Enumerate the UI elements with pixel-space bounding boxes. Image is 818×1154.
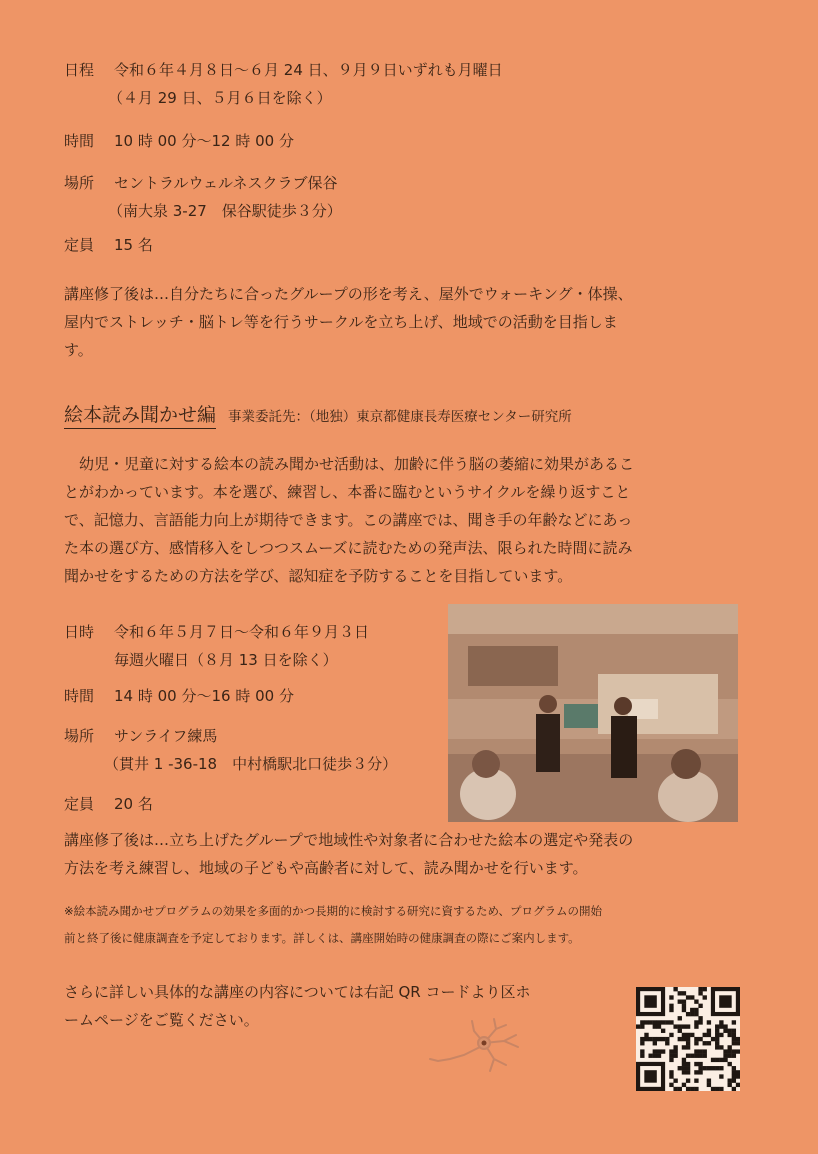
note-line: 前と終了後に健康調査を予定しております。詳しくは、講座開始時の健康調査の際にご案内します。	[64, 931, 580, 945]
text-line: 聞かせをするための方法を学び、認知症を予防することを目指しています。	[64, 567, 573, 585]
capacity-label: 定員	[64, 795, 95, 813]
reading-session-photo	[448, 604, 738, 822]
schedule-value: 令和６年４月８日～６月 24 日、９月９日いずれも月曜日	[114, 61, 503, 79]
picturebook-intro	[64, 450, 744, 590]
text-line: 方法を考え練習し、地域の子どもや高齢者に対して、読み聞かせを行います。	[64, 859, 588, 877]
picturebook-after-text	[64, 826, 744, 882]
capacity-row	[64, 233, 153, 257]
text-line: 講座修了後は…立ち上げたグループで地域性や対象者に合わせた絵本の選定や発表の	[64, 831, 634, 849]
pb-time-row	[64, 684, 294, 708]
note-line: ※絵本読み聞かせプログラムの効果を多面的かつ長期的に検討する研究に資するため、プログラムの開始	[64, 904, 602, 918]
time-row	[64, 129, 294, 153]
text-line: さらに詳しい具体的な講座の内容については右記 QR コードより区ホ	[64, 983, 531, 1001]
capacity-label: 定員	[64, 236, 95, 254]
time-value: 14 時 00 分～16 時 00 分	[114, 687, 294, 705]
text-line: 屋内でストレッチ・脳トレ等を行うサークルを立ち上げ、地域での活動を目指しま	[64, 313, 618, 331]
text-line: とがわかっています。本を選び、練習し、本番に臨むというサイクルを繰り返すこと	[64, 483, 631, 501]
neuron-icon	[424, 1015, 524, 1075]
section-heading	[64, 400, 572, 427]
pb-capacity-row	[64, 792, 153, 816]
place-note: （南大泉 3-27 保谷駅徒歩３分）	[108, 202, 342, 220]
schedule-label: 日程	[64, 61, 95, 79]
pb-place-row	[64, 724, 217, 748]
date-row	[64, 620, 369, 644]
time-label: 時間	[64, 132, 95, 150]
capacity-value: 20 名	[114, 795, 153, 813]
place-label: 場所	[64, 727, 95, 745]
capacity-value: 15 名	[114, 236, 153, 254]
place-row	[64, 171, 338, 195]
text-line: ームページをご覧ください。	[64, 1011, 259, 1029]
section-subtitle: 事業委託先：（地独）東京都健康長寿医療センター研究所	[228, 409, 572, 425]
place-note: （貫井 1 -36-18 中村橋駅北口徒歩３分）	[104, 755, 398, 773]
place-label: 場所	[64, 174, 95, 192]
schedule-row	[64, 58, 503, 82]
qr-code-icon[interactable]	[636, 987, 740, 1091]
place-value: セントラルウェルネスクラブ保谷	[114, 174, 338, 192]
date-label: 日時	[64, 623, 95, 641]
text-line: た本の選び方、感情移入をしつつスムーズに読むための発声法、限られた時間に読み	[64, 539, 633, 557]
place-value: サンライフ練馬	[114, 727, 218, 745]
section-title: 絵本読み聞かせ編	[64, 404, 216, 429]
text-line: 講座修了後は…自分たちに合ったグループの形を考え、屋外でウォーキング・体操、	[64, 285, 633, 303]
time-value: 10 時 00 分～12 時 00 分	[114, 132, 294, 150]
text-line: 幼児・児童に対する絵本の読み聞かせ活動は、加齢に伴う脳の萎縮に効果があるこ	[64, 455, 635, 473]
date-value: 令和６年５月７日～令和６年９月３日	[114, 623, 370, 641]
text-line: す。	[64, 341, 93, 359]
date-note: 毎週火曜日（８月 13 日を除く）	[114, 651, 338, 669]
time-label: 時間	[64, 687, 95, 705]
text-line: で、記憶力、言語能力向上が期待できます。この講座では、聞き手の年齢などにあっ	[64, 511, 633, 529]
walking-after-text	[64, 280, 744, 364]
schedule-note: （４月 29 日、５月６日を除く）	[108, 89, 332, 107]
health-survey-note	[64, 898, 602, 952]
